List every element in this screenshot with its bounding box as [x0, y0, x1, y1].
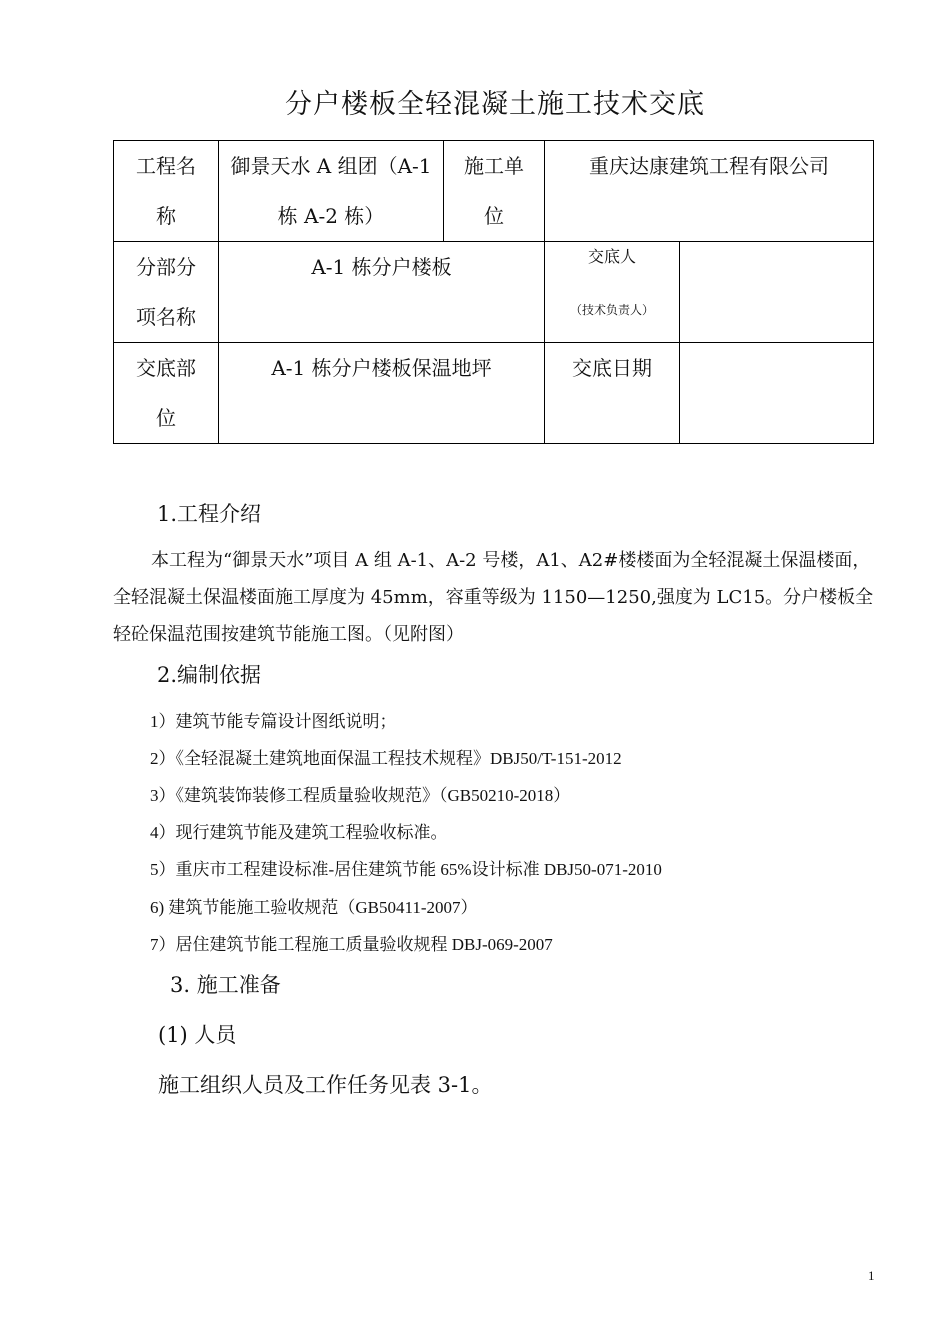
disclosure-location-label — [114, 343, 219, 444]
label-line: 项名称 — [136, 305, 196, 329]
discloser-value — [680, 242, 874, 343]
value-line: 重庆达康建筑工程有限公司 — [589, 154, 829, 178]
table-row — [114, 242, 874, 343]
project-intro-paragraph: 本工程为“御景天水”项目 A 组 A-1、A-2 号楼，A1、A2#楼楼面为全轻混凝土保温楼面，全轻混凝土保温楼面施工厚度为 45mm，容重等级为 1150—1250,强度为 LC15。分户楼板全轻砼保温范围按建筑节能施工图。（见附图） — [113, 550, 874, 645]
discloser-label-text: 交底人 — [587, 247, 636, 266]
disclosure-date-label — [545, 343, 680, 444]
table-row — [114, 343, 874, 444]
reference-item: 2）《全轻混凝土建筑地面保温工程技术规程》DBJ50/T-151-2012 — [150, 749, 622, 768]
reference-item: 6) 建筑节能施工验收规范（GB50411-2007） — [150, 898, 478, 917]
label-line: 称 — [156, 204, 176, 228]
project-name-label — [114, 141, 219, 242]
sub-project-label — [114, 242, 219, 343]
disclosure-location-value — [219, 343, 545, 444]
document-title: 分户楼板全轻混凝土施工技术交底 — [285, 89, 705, 120]
project-name-value — [219, 141, 444, 242]
sub-project-value — [219, 242, 545, 343]
reference-item: 7）居住建筑节能工程施工质量验收规程 DBJ-069-2007 — [150, 935, 553, 954]
table-row — [114, 141, 874, 242]
page-number: 1 — [868, 1268, 875, 1283]
value-line: 御景天水 A 组团（A-1 — [230, 154, 432, 178]
discloser-sub-label: （技术负责人） — [569, 303, 654, 317]
label-line: 交底日期 — [572, 356, 652, 380]
disclosure-date-value — [680, 343, 874, 444]
value-line: A-1 栋分户楼板保温地坪 — [271, 356, 492, 380]
reference-item: 4）现行建筑节能及建筑工程验收标准。 — [150, 823, 448, 842]
construction-unit-label — [444, 141, 545, 242]
label-line: 施工单 — [464, 154, 524, 178]
label-line: 交底部 — [136, 356, 196, 380]
section-heading-2: 2.编制依据 — [157, 663, 262, 687]
section-heading-3: 3. 施工准备 — [170, 973, 281, 997]
reference-item: 3）《建筑装饰装修工程质量验收规范》（GB50210-2018） — [150, 786, 571, 805]
section-heading-1: 1.工程介绍 — [157, 502, 262, 526]
reference-item: 1）建筑节能专篇设计图纸说明； — [150, 712, 397, 731]
label-line: 工程名 — [136, 154, 196, 178]
subsection-heading-personnel: (1) 人员 — [158, 1023, 237, 1047]
value-line: 栋 A-2 栋） — [277, 204, 385, 228]
label-line: 位 — [484, 204, 504, 228]
label-line: 分部分 — [136, 255, 196, 279]
label-line: 位 — [156, 406, 176, 430]
reference-item: 5）重庆市工程建设标准-居住建筑节能 65%设计标准 DBJ50-071-2010 — [150, 860, 662, 879]
discloser-label — [545, 242, 680, 343]
construction-unit-value — [545, 141, 874, 242]
value-line: A-1 栋分户楼板 — [311, 255, 452, 279]
personnel-paragraph: 施工组织人员及工作任务见表 3-1。 — [158, 1073, 493, 1097]
disclosure-info-table — [113, 140, 874, 444]
